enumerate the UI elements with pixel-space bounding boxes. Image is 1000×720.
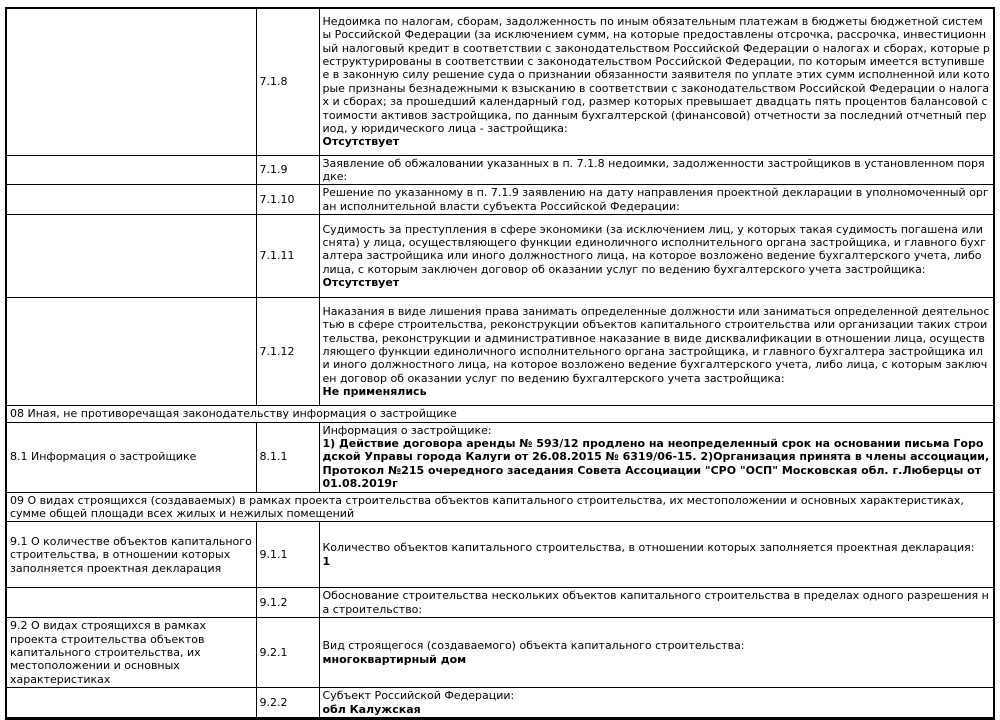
row-code-cell: 7.1.12 <box>256 298 319 406</box>
project-declaration-table <box>5 7 995 720</box>
table-row <box>6 588 994 618</box>
field-label: Субъект Российской Федерации: <box>322 689 515 703</box>
row-topic-cell <box>6 588 256 618</box>
row-topic-cell <box>6 298 256 406</box>
row-content-cell <box>319 588 994 618</box>
row-code-cell: 8.1.1 <box>256 422 319 492</box>
field-label: Недоимка по налогам, сборам, задолженность по иным обязательным платежам в бюджеты бюджетной системы Российской Федерации (за исключением сумм, на которые предоставлены отсрочка, рассрочка, инвестиционный налоговый кредит в соответствии с законодательством Российской Федерации о налогах и сборах, которые реструктурированы в соответствии с законодательством Российской Федерации, по которым имеется вступившее в законную силу решение суда о признании обязанности заявителя по уплате этих сумм исполненной или которые признаны безнадежными к взысканию в соответствии с законодательством Российской Федерации о налогах и сборах; за прошедший календарный год, размер которых превышает двадцать пять процентов балансовой стоимости активов застройщика, по данным бухгалтерской (финансовой) отчетности за последний отчетный период, у юридического лица - застройщика: <box>322 14 990 135</box>
field-label: Судимость за преступления в сфере экономики (за исключением лиц, у которых такая судимость погашена или снята) у лица, осуществляющего функции единоличного исполнительного органа застройщика, и главного бухгалтера застройщика или иного должностного лица, на которое возложено ведение бухгалтерского учета, либо лица, с которым заключен договор об оказании услуг по ведению бухгалтерского учета застройщика: <box>322 222 986 276</box>
field-value: Отсутствует <box>322 276 400 290</box>
table-row <box>6 618 994 688</box>
row-topic-cell <box>6 185 256 215</box>
field-label: Заявление об обжаловании указанных в п. 7.1.8 недоимки, задолженности застройщиков в установленном порядке: <box>322 156 985 183</box>
field-label: Обоснование строительства нескольких объектов капитального строительства в пределах одного разрешения на строительство: <box>322 589 989 616</box>
field-value: 1) Действие договора аренды № 593/12 продлено на неопределенный срок на основании письма Городской Управы города Калуги от 26.08.2015 № 6319/06-15. 2)Организация принята в члены ассоциации, Протокол №215 очередного заседания Совета Ассоциации "СРО "ОСП" Московская обл. г.Люберцы от 01.08.2019г <box>322 436 990 491</box>
row-topic-cell <box>6 155 256 185</box>
field-value: Не применялись <box>322 385 427 399</box>
table-row <box>6 8 994 155</box>
row-code-cell: 9.1.2 <box>256 588 319 618</box>
field-value: многоквартирный дом <box>322 652 467 666</box>
field-label: Решение по указанному в п. 7.1.9 заявлению на дату направления проектной декларации в уполномоченный орган исполнительной власти субъекта Российской Федерации: <box>322 186 989 213</box>
row-content-cell <box>319 215 994 298</box>
table-body <box>6 8 994 719</box>
row-topic-cell <box>6 215 256 298</box>
field-label: Наказания в виде лишения права занимать определенные должности или заниматься определенной деятельностью в сфере строительства, реконструкции объектов капитального строительства или организации таких строительства, реконструкции и административное наказание в виде дисквалификации в отношении лица, осуществляющего функции единоличного исполнительного органа застройщика, и главного бухгалтера застройщика или иного должностного лица, на которое возложено ведение бухгалтерского учета, либо лица, с которым заключен договор об оказании услуг по ведению бухгалтерского учета застройщика: <box>322 304 990 385</box>
row-topic-cell <box>6 688 256 719</box>
row-topic-cell: 9.1 О количестве объектов капитального строительства, в отношении которых заполняется проектная декларация <box>6 522 256 588</box>
section-header-row <box>6 492 994 522</box>
row-topic-cell <box>6 8 256 155</box>
row-code-cell: 7.1.10 <box>256 185 319 215</box>
row-topic-cell: 8.1 Информация о застройщике <box>6 422 256 492</box>
row-content-cell <box>319 618 994 688</box>
row-content-cell <box>319 155 994 185</box>
table-row <box>6 298 994 406</box>
table-row <box>6 422 994 492</box>
table-row <box>6 155 994 185</box>
row-code-cell: 9.1.1 <box>256 522 319 588</box>
row-content-cell <box>319 688 994 719</box>
row-code-cell: 7.1.11 <box>256 215 319 298</box>
row-code-cell: 9.2.1 <box>256 618 319 688</box>
field-label: Информация о застройщике: <box>322 423 492 437</box>
field-label: Количество объектов капитального строительства, в отношении которых заполняется проектная декларация: <box>322 541 975 555</box>
table-row <box>6 215 994 298</box>
field-value: 1 <box>322 554 331 568</box>
row-content-cell <box>319 8 994 155</box>
section-header-row <box>6 406 994 422</box>
section-header: 08 Иная, не противоречащая законодательству информация о застройщике <box>6 406 994 422</box>
row-code-cell: 7.1.9 <box>256 155 319 185</box>
table-row <box>6 688 994 719</box>
row-content-cell <box>319 522 994 588</box>
table-row <box>6 185 994 215</box>
table-row <box>6 522 994 588</box>
field-value: обл Калужская <box>322 702 421 716</box>
row-code-cell: 7.1.8 <box>256 8 319 155</box>
row-topic-cell: 9.2 О видах строящихся в рамках проекта строительства объектов капитального строительства, их местоположении и основных характеристиках <box>6 618 256 688</box>
row-code-cell: 9.2.2 <box>256 688 319 719</box>
row-content-cell <box>319 422 994 492</box>
row-content-cell <box>319 185 994 215</box>
field-value: Отсутствует <box>322 135 400 149</box>
section-header: 09 О видах строящихся (создаваемых) в рамках проекта строительства объектов капитального строительства, их местоположении и основных характеристиках, сумме общей площади всех жилых и нежилых помещений <box>6 492 994 522</box>
row-content-cell <box>319 298 994 406</box>
field-label: Вид строящегося (создаваемого) объекта капитального строительства: <box>322 639 745 653</box>
